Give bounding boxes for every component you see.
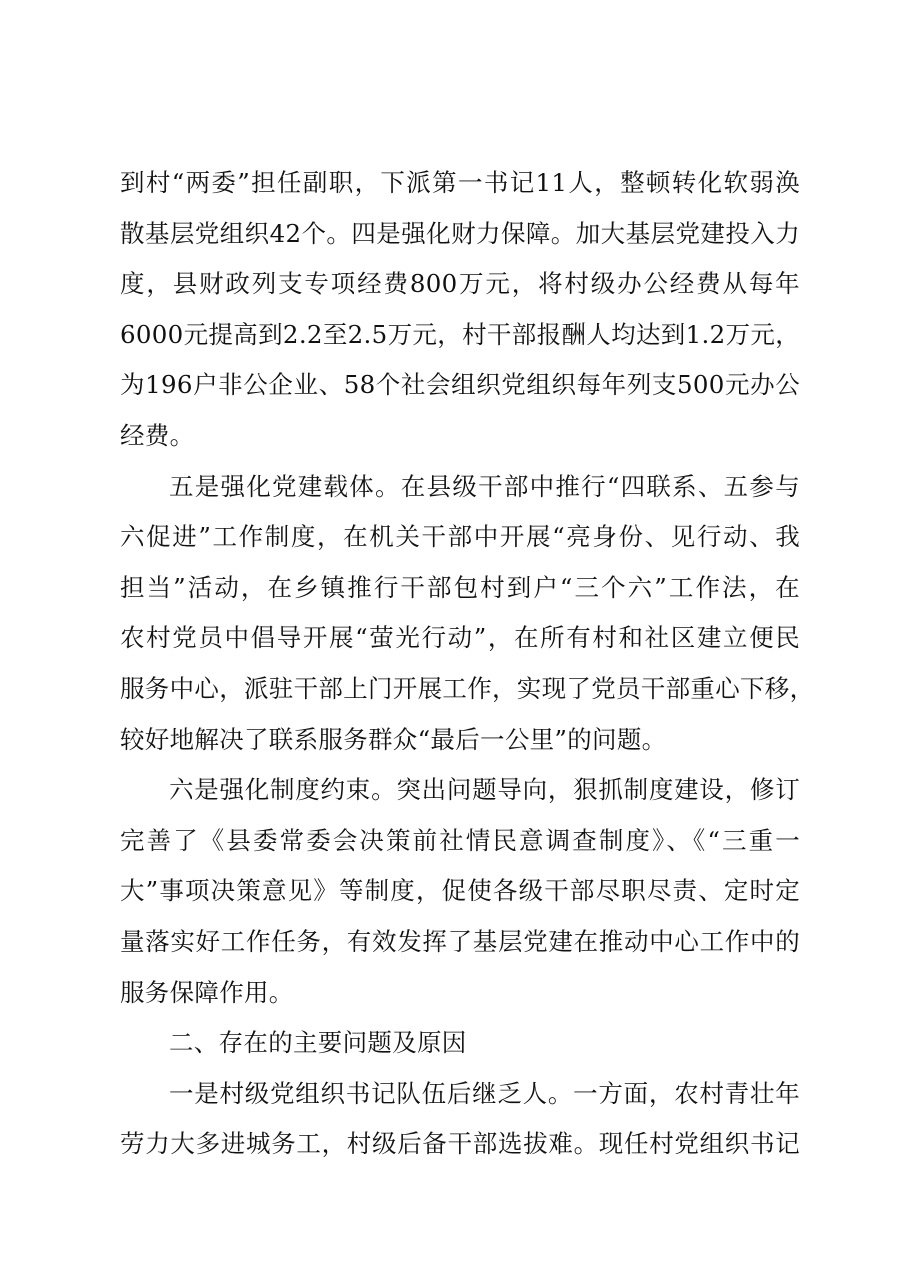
text-line: 经费。 xyxy=(120,420,195,450)
text-line: 较好地解决了联系服务群众“最后一公里”的问题。 xyxy=(120,724,667,754)
text-line: 服务保障作用。 xyxy=(120,977,294,1007)
text-line: 六促进”工作制度，在机关干部中开展“亮身份、见行动、我 xyxy=(120,522,800,552)
document-body xyxy=(120,158,815,1170)
text-line: 度，县财政列支专项经费800万元，将村级办公经费从每年 xyxy=(120,269,800,299)
text-line: 为196户非公企业、58个社会组织党组织每年列支500元办公 xyxy=(120,370,800,400)
text-line: 散基层党组织42个。四是强化财力保障。加大基层党建投入力 xyxy=(120,218,800,248)
text-line: 五是强化党建载体。在县级干部中推行“四联系、五参与 xyxy=(169,471,800,501)
text-line: 劳力大多进城务工，村级后备干部选拔难。现任村党组织书记 xyxy=(120,1129,800,1159)
text-line: 量落实好工作任务，有效发挥了基层党建在推动中心工作中的 xyxy=(120,926,800,956)
text-line: 二、存在的主要问题及原因 xyxy=(169,1028,467,1058)
text-line: 担当”活动，在乡镇推行干部包村到户“三个六”工作法，在 xyxy=(120,572,800,602)
text-line: 完善了《县委常委会决策前社情民意调查制度》、《“三重一 xyxy=(120,825,800,855)
text-line: 服务中心，派驻干部上门开展工作，实现了党员干部重心下移， xyxy=(120,673,815,703)
text-line: 农村党员中倡导开展“萤光行动”，在所有村和社区建立便民 xyxy=(120,623,800,653)
text-line: 六是强化制度约束。突出问题导向，狠抓制度建设，修订 xyxy=(169,775,800,805)
text-line: 大”事项决策意见》等制度，促使各级干部尽职尽责、定时定 xyxy=(120,876,800,906)
text-line: 一是村级党组织书记队伍后继乏人。一方面，农村青壮年 xyxy=(169,1078,800,1108)
text-line: 6000元提高到2.2至2.5万元，村干部报酬人均达到1.2万元， xyxy=(120,319,800,349)
text-line: 到村“两委”担任副职，下派第一书记11人，整顿转化软弱涣 xyxy=(120,168,800,197)
